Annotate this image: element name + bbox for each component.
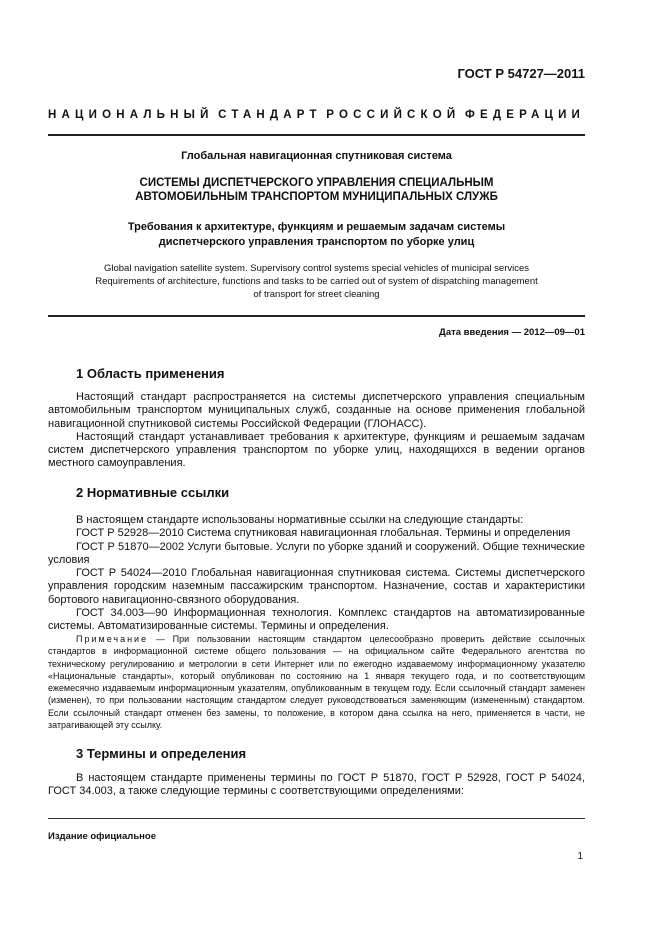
subtitle-line-1: Требования к архитектуре, функциям и решаемым задачам системы (127, 221, 506, 233)
english-title (48, 262, 585, 301)
main-title-line-2: АВТОМОБИЛЬНЫМ ТРАНСПОРТОМ МУНИЦИПАЛЬНЫХ СЛУЖБ (135, 191, 498, 203)
note-text: — При пользовании настоящим стандартом целесообразно проверить действие ссылочных стандартов в информационной системе общего пользования — на официальном сайте Федерального агентства по техническому регулированию и метрологии в сети Интернет или по ежегодно издаваемому информационному указателю «Национальные стандарты», который опубликован по состоянию на 1 января текущего года, и по соответствующим ежемесячно издаваемым информационным указателям, опубликованным в текущем году. Если ссылочный стандарт заменен (изменен), то при пользовании настоящим стандартом следует руководствоваться заменяющим (измененным) стандартом. Если ссылочный стандарт отменен без замены, то положение, в котором дана ссылка на него, применяется в части, не затрагивающей эту ссылку. (48, 634, 585, 731)
section-3-heading: 3 Термины и определения (76, 746, 247, 761)
main-title-line-1: СИСТЕМЫ ДИСПЕТЧЕРСКОГО УПРАВЛЕНИЯ СПЕЦИАЛЬНЫМ (139, 177, 494, 189)
section-2-paragraph-1: В настоящем стандарте использованы нормативные ссылки на следующие стандарты: (76, 514, 524, 526)
title-rule (48, 315, 585, 317)
section-3-body (48, 772, 585, 799)
english-line-3: of transport for street cleaning (253, 289, 380, 300)
national-standard-banner (48, 109, 585, 121)
main-title (48, 176, 585, 204)
section-1-paragraph-2: Настоящий стандарт устанавливает требования к архитектуре, функциям и решаемым задачам систем диспетчерского управления транспортом по уборке улиц, находящихся в ведении органов местного самоуправления. (48, 430, 585, 470)
banner-word-3: РОССИЙСКОЙ (326, 109, 461, 121)
banner-word-4: ФЕДЕРАЦИИ (464, 109, 585, 121)
introduction-date: Дата введения — 2012—09—01 (439, 327, 585, 338)
gost-number: ГОСТ Р 54727—2011 (457, 66, 585, 81)
subtitle-line-2: диспетчерского управления транспортом по уборке улиц (158, 236, 475, 248)
section-1-heading: 1 Область применения (76, 366, 225, 381)
title-system-name: Глобальная навигационная спутниковая система (181, 150, 452, 162)
english-line-2: Requirements of architecture, functions and tasks to be carried out of system of dispatching management (95, 276, 538, 287)
footer-rule (48, 818, 585, 819)
section-1-body (48, 391, 585, 471)
subtitle (48, 220, 585, 250)
section-2-note (48, 633, 585, 731)
banner-word-2: СТАНДАРТ (218, 109, 322, 121)
reference-gost-54024: ГОСТ Р 54024—2010 Глобальная навигационная спутниковая система. Системы диспетчерского управления городским наземным пассажирским транспортом. Назначение, состав и характеристики бортового навигационно-связного оборудования. (48, 567, 585, 606)
section-3-paragraph-1: В настоящем стандарте применены термины по ГОСТ Р 51870, ГОСТ Р 52928, ГОСТ Р 54024, ГОСТ 34.003, а также следующие термины с соответствующими определениями: (48, 772, 585, 798)
section-2-heading: 2 Нормативные ссылки (76, 485, 230, 500)
reference-gost-51870: ГОСТ Р 51870—2002 Услуги бытовые. Услуги по уборке зданий и сооружений. Общие технические условия (48, 540, 585, 566)
section-1-paragraph-1: Настоящий стандарт распространяется на системы диспетчерского управления специальным автомобильным транспортом муниципальных служб, созданные на основе применения глобальной навигационной спутниковой системы Российской Федерации (ГЛОНАСС). (48, 391, 585, 430)
official-edition-label: Издание официальное (48, 831, 156, 842)
reference-gost-52928: ГОСТ Р 52928—2010 Система спутниковая навигационная глобальная. Термины и определения (76, 527, 571, 540)
english-line-1: Global navigation satellite system. Supervisory control systems special vehicles of municipal services (103, 263, 530, 274)
note-label: Примечание (76, 634, 149, 644)
page-number: 1 (577, 851, 583, 862)
reference-gost-34003: ГОСТ 34.003—90 Информационная технология. Комплекс стандартов на автоматизированные системы. Автоматизированные системы. Термины и определения. (48, 607, 585, 633)
header-rule (48, 134, 585, 136)
section-2-body (48, 514, 585, 634)
banner-word-1: НАЦИОНАЛЬНЫЙ (48, 109, 214, 121)
